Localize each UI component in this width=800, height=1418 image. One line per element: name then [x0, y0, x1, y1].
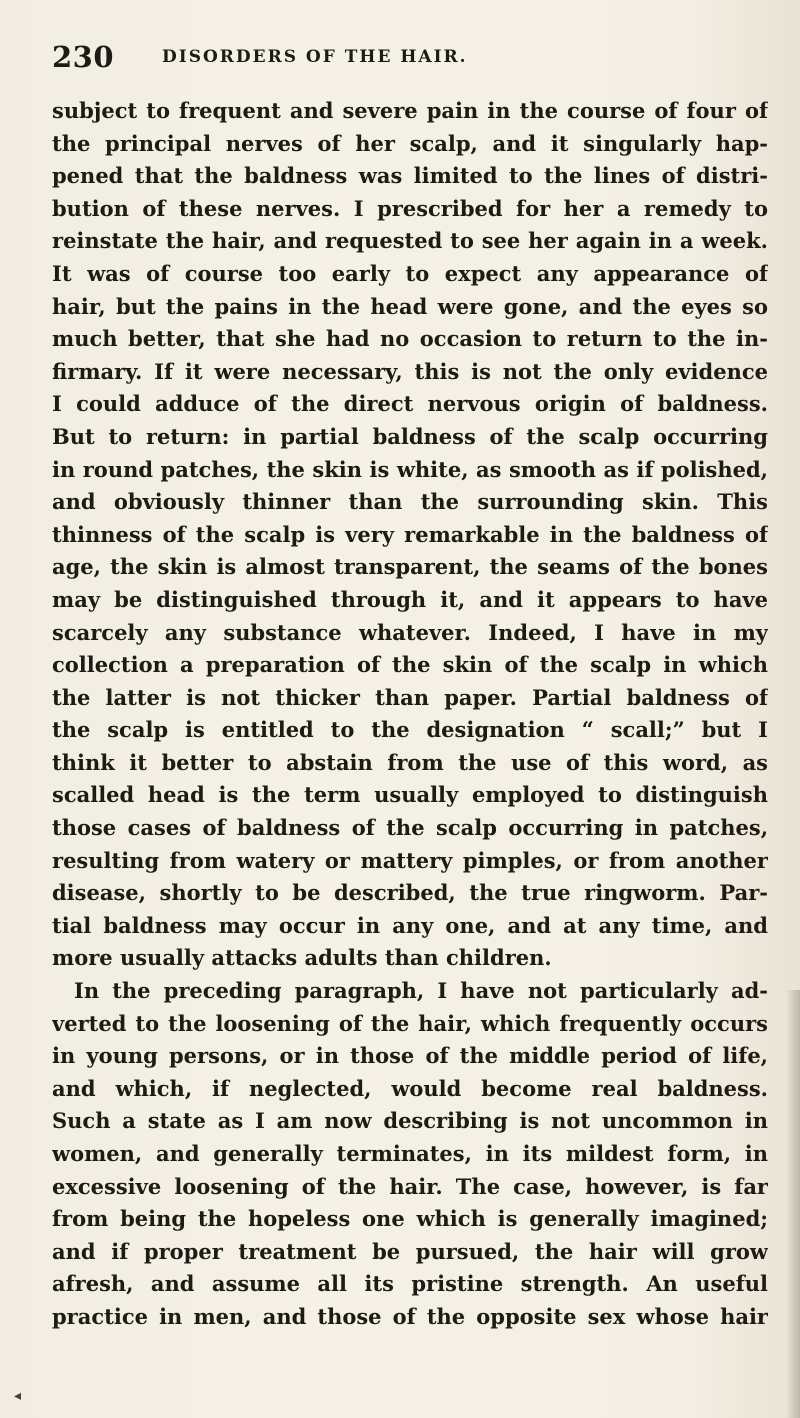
text-line: tial baldness may occur in any one, and at any time, and [52, 912, 768, 938]
text-line: thinness of the scalp is very remarkable in the baldness of [52, 521, 768, 547]
text-line: in round patches, the skin is white, as smooth as if polished, [52, 456, 768, 482]
text-line: the latter is not thicker than paper. Partial baldness of [52, 684, 768, 710]
text-line: the scalp is entitled to the designation “ scall;” but I [52, 717, 768, 743]
text-line: excessive loosening of the hair. The case, however, is far [52, 1173, 768, 1199]
text-line: pened that the baldness was limited to the lines of distri- [52, 163, 768, 189]
text-line: Such a state as I am now describing is not uncommon in [52, 1108, 768, 1134]
text-line: much better, that she had no occasion to return to the in- [52, 326, 768, 352]
text-line: I could adduce of the direct nervous origin of baldness. [52, 391, 768, 417]
text-line: and which, if neglected, would become real baldness. [52, 1075, 768, 1101]
text-line: from being the hopeless one which is generally imagined; [52, 1206, 768, 1232]
text-line: disease, shortly to be described, the true ringworm. Par- [52, 880, 768, 906]
paragraph-end-line: more usually attacks adults than children. [52, 945, 552, 971]
text-line: collection a preparation of the skin of the scalp in which [52, 652, 768, 678]
text-line: and if proper treatment be pursued, the hair will grow [52, 1238, 768, 1264]
page-number: 230 [52, 40, 115, 74]
body-text [52, 95, 768, 1334]
text-line: think it better to abstain from the use of this word, as [52, 749, 768, 775]
text-line: verted to the loosening of the hair, which frequently occurs [52, 1010, 768, 1036]
stray-arrow-icon: ◂ [14, 1388, 22, 1404]
text-line: hair, but the pains in the head were gone, and the eyes so [52, 293, 768, 319]
text-line: in young persons, or in those of the middle period of life, [52, 1043, 768, 1069]
paragraph-start-line: In the preceding paragraph, I have not particularly ad- [74, 978, 768, 1004]
text-line: and obviously thinner than the surrounding skin. This [52, 489, 768, 515]
text-line: scarcely any substance whatever. Indeed, I have in my [52, 619, 768, 645]
page-header [52, 40, 752, 80]
text-line: resulting from watery or mattery pimples, or from another [52, 847, 768, 873]
text-line: subject to frequent and severe pain in the course of four of [52, 98, 768, 123]
text-line: women, and generally terminates, in its mildest form, in [52, 1141, 768, 1166]
text-line: firmary. If it were necessary, this is not the only evidence [52, 358, 768, 384]
text-line: afresh, and assume all its pristine strength. An useful [52, 1271, 768, 1297]
text-line: those cases of baldness of the scalp occurring in patches, [52, 815, 768, 841]
text-line: may be distinguished through it, and it appears to have [52, 586, 768, 612]
running-head: DISORDERS OF THE HAIR. [162, 47, 468, 67]
text-line: scalled head is the term usually employed to distinguish [52, 782, 768, 808]
page-edge-shadow [786, 990, 800, 1418]
text-line: practice in men, and those of the opposite sex whose hair [52, 1303, 768, 1329]
text-line: But to return: in partial baldness of the scalp occurring [52, 423, 768, 449]
text-line: bution of these nerves. I prescribed for her a remedy to [52, 195, 768, 221]
text-line: It was of course too early to expect any appearance of [52, 260, 768, 286]
text-line: the principal nerves of her scalp, and it singularly hap- [52, 130, 768, 156]
text-line: age, the skin is almost transparent, the seams of the bones [52, 554, 768, 580]
text-line: reinstate the hair, and requested to see her again in a week. [52, 228, 768, 254]
